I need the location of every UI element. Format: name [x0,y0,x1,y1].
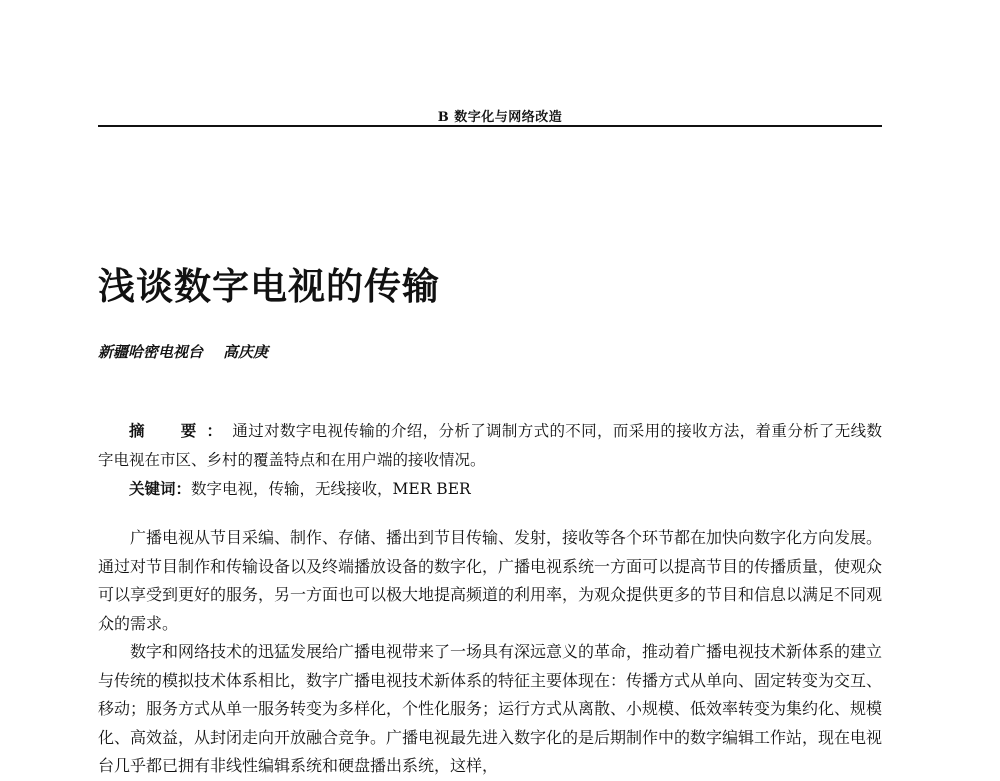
keywords [98,474,882,504]
author-line [98,341,268,362]
body-paragraph-1: 广播电视从节目采编、制作、存储、播出到节目传输、发射，接收等各个环节都在加快向数字化方向发展。通过对节目制作和传输设备以及终端播放设备的数字化，广播电视系统一方面可以提高节目的传播质量，使观众可以享受到更好的服务，另一方面也可以极大地提高频道的利用率，为观众提供更多的节目和信息以满足不同观众的需求。 [98,528,883,633]
abstract-label: 摘 要： [129,421,233,440]
body-text [98,524,882,781]
header-rule [98,125,882,127]
article-title: 浅谈数字电视的传输 [98,264,440,308]
abstract-text: 通过对数字电视传输的介绍，分析了调制方式的不同，而采用的接收方法，着重分析了无线数字电视在市区、乡村的覆盖特点和在用户端的接收情况。 [98,422,882,469]
body-paragraph-2: 数字和网络技术的迅猛发展给广播电视带来了一场具有深远意义的革命，推动着广播电视技术新体系的建立与传统的模拟技术体系相比，数字广播电视技术新体系的特征主要体现在：传播方式从单向、固定转变为交互、移动；服务方式从单一服务转变为多样化，个性化服务；运行方式从离散、小规模、低效率转变为集约化、规模化、高效益，从封闭走向开放融合竞争。广播电视最先进入数字化的是后期制作中的数字编辑工作站，现在电视台几乎都已拥有非线性编辑系统和硬盘播出系统，这样， [98,642,883,775]
author-name: 高庆庚 [223,343,269,361]
running-head: B 数字化与网络改造 [437,110,563,125]
abstract [98,416,882,475]
keywords-label: 关键词： [129,479,192,498]
affiliation: 新疆哈密电视台 [98,343,204,361]
keywords-text: 数字电视，传输，无线接收，MER BER [191,480,471,498]
